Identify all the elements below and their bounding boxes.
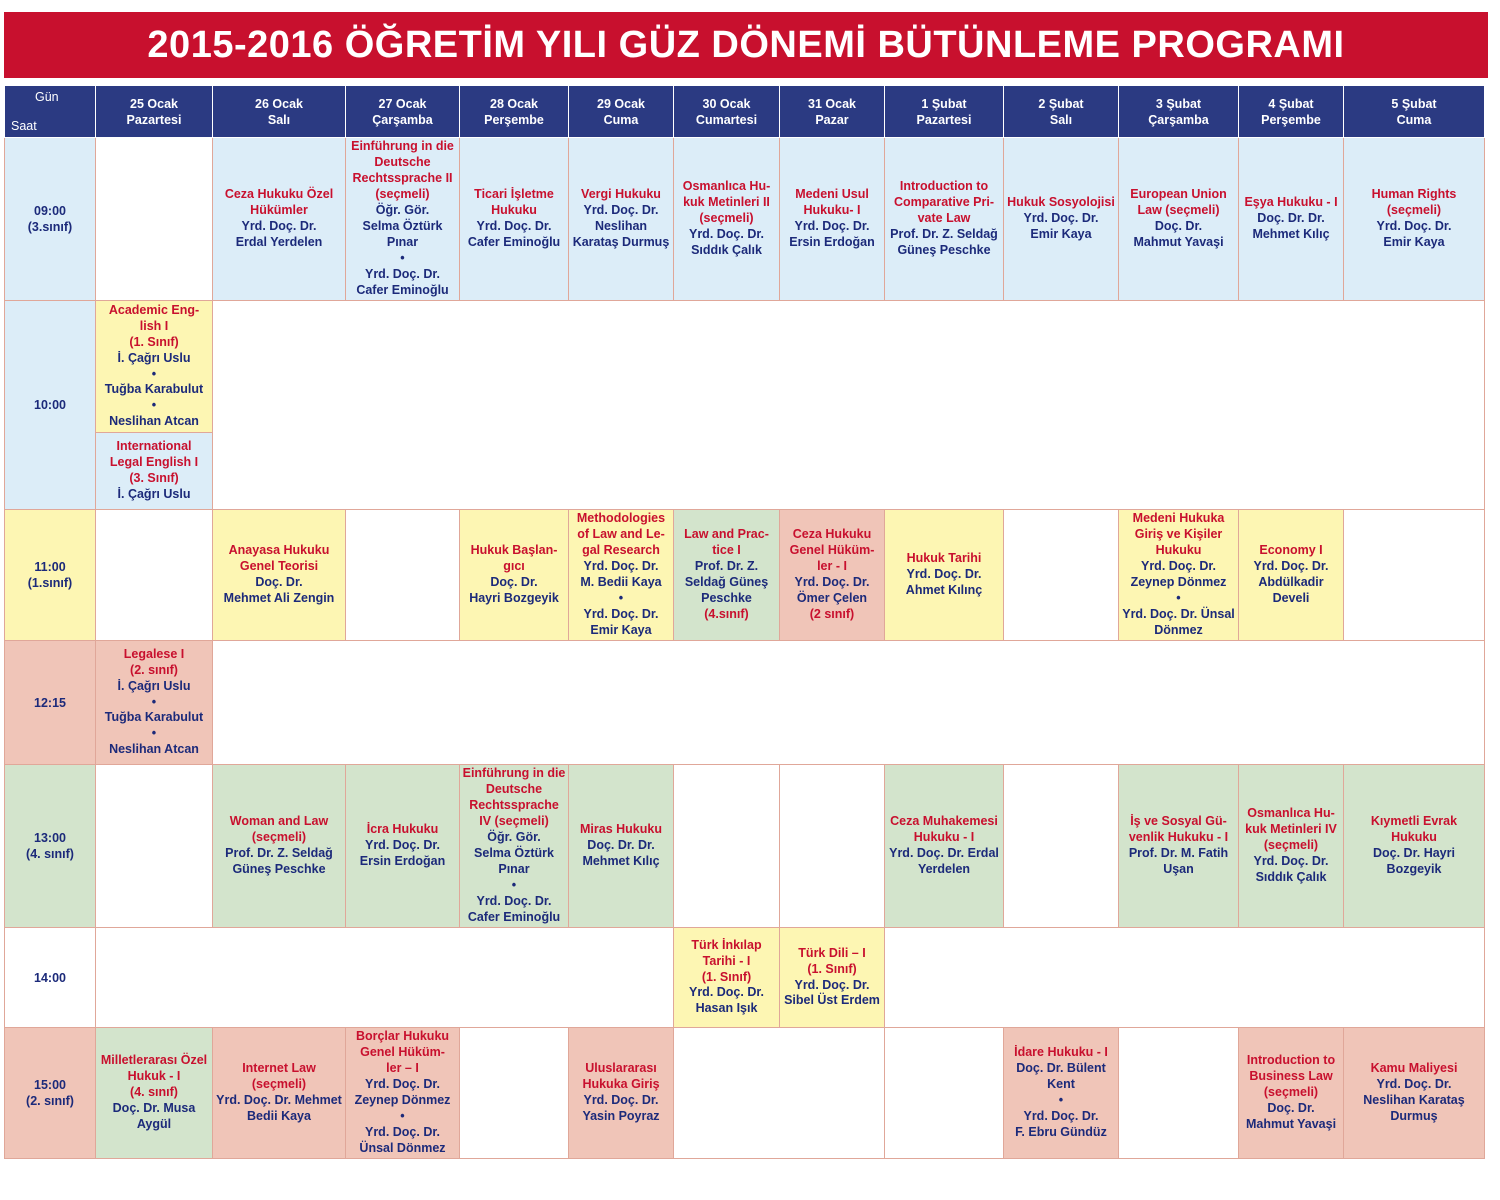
course-line: Hükümler — [250, 203, 308, 218]
course-line: venlik Hukuku - I — [1128, 830, 1229, 845]
instructor-line: • — [1058, 1093, 1064, 1107]
course-line: Türk İnkılap — [691, 937, 762, 952]
class-level-label: (4. sınıf) — [26, 847, 74, 861]
instructor-line: Yrd. Doç. Dr. — [364, 1124, 441, 1139]
exam-cell — [460, 765, 569, 928]
instructor-line: Yrd. Doç. Dr. — [364, 1077, 441, 1092]
exam-cell — [460, 138, 569, 301]
course-line: Anayasa Hukuku — [228, 543, 330, 558]
exam-cell — [1119, 138, 1239, 301]
course-line: Woman and Law — [229, 814, 329, 829]
exam-cell — [96, 433, 213, 510]
instructor-line: Prof. Dr. M. Fatih — [1128, 846, 1229, 860]
course-line: Legal English I — [109, 455, 199, 470]
exam-cell — [885, 510, 1004, 641]
instructor-line: Yrd. Doç. Dr. — [794, 977, 870, 992]
course-line: Introduction to — [899, 179, 989, 194]
instructor-line: • — [151, 726, 157, 741]
instructor-line: Doç. Dr. — [1267, 1100, 1315, 1115]
day-header: 30 Ocak Cumartesi — [674, 86, 780, 138]
time-label: 13:00 — [34, 831, 66, 845]
course-line: Medeni Usul — [795, 187, 869, 202]
course-line: lish I — [139, 318, 169, 333]
instructor-line: Selma Öztürk — [474, 846, 554, 860]
exam-cell — [213, 510, 346, 641]
instructor-line: Ersin Erdoğan — [359, 853, 446, 868]
instructor-line: Cafer Eminoğlu — [467, 234, 561, 249]
time-cell — [5, 765, 96, 928]
course-line: (seçmeli) — [251, 1077, 307, 1092]
course-line: Legalese I — [123, 646, 185, 661]
time-row — [5, 765, 1485, 928]
instructor-line: • — [151, 398, 157, 413]
time-label: 11:00 — [34, 560, 66, 574]
time-cell — [5, 301, 96, 510]
course-line: ler – I — [386, 1061, 419, 1076]
course-line: Economy I — [1259, 543, 1323, 558]
time-label: 15:00 — [34, 1078, 66, 1092]
instructor-line: Sıddık Çalık — [691, 242, 762, 257]
empty-cell — [885, 1028, 1004, 1159]
instructor-line: Dönmez — [1154, 622, 1203, 637]
course-line: Comparative Pri- — [893, 195, 995, 210]
class-level-label: (3.sınıf) — [27, 220, 73, 234]
instructor-line: Yasin Poyraz — [582, 1108, 660, 1123]
course-line: Introduction to — [1246, 1053, 1336, 1068]
instructor-line: Yrd. Doç. Dr. Erdal — [889, 846, 999, 860]
course-line: Vergi Hukuku — [581, 187, 661, 202]
exam-cell — [1239, 510, 1344, 641]
day-header: 29 Ocak Cuma — [569, 86, 674, 138]
instructor-line: • — [400, 1108, 405, 1123]
instructor-line: Ahmet Kılınç — [905, 582, 983, 597]
course-line: Ceza Hukuku — [792, 527, 872, 542]
day-header: 26 Ocak Salı — [213, 86, 346, 138]
course-line: Hukuku - I — [913, 830, 975, 845]
instructor-line: Sibel Üst Erdem — [784, 993, 880, 1008]
course-line: European Union — [1130, 187, 1227, 202]
instructor-line: Neslihan Atcan — [109, 414, 199, 429]
course-line: Rechtssprache — [469, 798, 559, 813]
exam-cell — [460, 510, 569, 641]
instructor-line: Neslihan — [594, 219, 648, 233]
day-header: 5 Şubat Cuma — [1344, 86, 1485, 138]
course-line: (4.sınıf) — [704, 606, 749, 621]
course-line: International — [116, 439, 192, 454]
exam-cell — [96, 301, 213, 433]
exam-cell — [1344, 1028, 1485, 1159]
time-label: 09:00 — [34, 204, 66, 218]
instructor-line: Karataş Durmuş — [572, 234, 670, 249]
instructor-line: Yrd. Doç. Dr. — [583, 559, 659, 574]
instructor-line: Öğr. Gör. — [487, 830, 541, 845]
corner-cell — [5, 86, 96, 138]
course-line: (2. sınıf) — [130, 662, 178, 677]
time-row — [5, 138, 1485, 301]
instructor-line: Yerdelen — [917, 861, 971, 876]
course-line: gıcı — [503, 559, 525, 574]
course-line: Borçlar Hukuku — [355, 1029, 450, 1044]
empty-cell — [780, 765, 885, 928]
time-label: 14:00 — [34, 970, 66, 985]
instructor-line: Doç. Dr. Hayri — [1373, 846, 1455, 860]
exam-cell — [1344, 138, 1485, 301]
empty-cell — [96, 510, 213, 641]
course-line: Genel Hüküm- — [360, 1045, 445, 1060]
instructor-line: Ersin Erdoğan — [789, 234, 875, 249]
instructor-line: Peschke — [701, 590, 752, 605]
time-cell — [5, 928, 96, 1028]
course-line: (seçmeli) — [375, 187, 430, 202]
instructor-line: Yrd. Doç. Dr. — [476, 893, 552, 908]
empty-cell — [674, 1028, 885, 1159]
course-line: kuk Metinleri II — [683, 195, 770, 210]
course-line: Türk Dili – I — [798, 945, 866, 960]
header-row — [5, 86, 1485, 138]
instructor-line: Yrd. Doç. Dr. — [1140, 559, 1217, 574]
instructor-line: Doç. Dr. Bülent — [1016, 1061, 1106, 1076]
course-line: tice I — [712, 543, 741, 558]
course-line: Ticari İşletme — [474, 187, 554, 202]
instructor-line: Mehmet Kılıç — [1252, 226, 1330, 241]
course-line: Tarihi - I — [702, 953, 751, 968]
course-line: (1. Sınıf) — [129, 334, 179, 349]
course-line: kuk Metinleri IV — [1245, 822, 1337, 837]
course-line: Hukuk Başlan- — [470, 543, 558, 558]
exam-cell — [674, 510, 780, 641]
empty-cell — [460, 1028, 569, 1159]
instructor-line: Zeynep Dönmez — [1130, 575, 1227, 589]
course-line: İdare Hukuku - I — [1014, 1045, 1108, 1060]
course-line: Genel Hüküm- — [789, 543, 875, 558]
instructor-line: Abdülkadir — [1258, 575, 1324, 589]
instructor-line: Yrd. Doç. Dr. — [241, 219, 317, 233]
instructor-line: Cafer Eminoğlu — [356, 282, 449, 297]
instructor-line: Hasan Işık — [695, 1001, 758, 1016]
exam-cell — [1239, 138, 1344, 301]
exam-cell — [569, 765, 674, 928]
page-title: 2015-2016 ÖĞRETİM YILI GÜZ DÖNEMİ BÜTÜNLEME PROGRAMI — [4, 12, 1488, 78]
exam-cell — [346, 765, 460, 928]
course-line: Kamu Maliyesi — [1370, 1061, 1458, 1076]
exam-cell — [569, 1028, 674, 1159]
instructor-line: Emir Kaya — [590, 622, 652, 637]
time-row — [5, 510, 1485, 641]
instructor-line: Yrd. Doç. Dr. Mehmet — [216, 1093, 342, 1107]
instructor-line: Cafer Eminoğlu — [467, 909, 561, 924]
exam-cell — [1119, 765, 1239, 928]
instructor-line: Yrd. Doç. Dr. — [1023, 211, 1099, 226]
instructor-line: Ömer Çelen — [796, 590, 868, 605]
instructor-line: Prof. Dr. Z. — [694, 559, 759, 574]
instructor-line: Mahmut Yavaşi — [1245, 1116, 1337, 1131]
instructor-line: Selma Öztürk — [362, 219, 443, 233]
empty-cell — [213, 641, 1485, 765]
exam-cell — [1119, 510, 1239, 641]
time-row — [5, 928, 1485, 1028]
instructor-line: Prof. Dr. Z. Seldağ — [225, 846, 333, 860]
day-header: 3 Şubat Çarşamba — [1119, 86, 1239, 138]
time-label: 12:15 — [34, 695, 66, 710]
instructor-line: Tuğba Karabulut — [104, 382, 204, 397]
course-line: Genel Teorisi — [239, 559, 319, 574]
class-level-label: (2. sınıf) — [26, 1094, 74, 1108]
instructor-line: Seldağ Güneş — [684, 575, 769, 589]
exam-cell — [1344, 765, 1485, 928]
course-line: (seçmeli) — [1263, 838, 1319, 853]
course-line: Einführung in die — [462, 766, 566, 781]
instructor-line: Doç. Dr. Dr. — [587, 838, 655, 853]
course-line: Giriş ve Kişiler — [1134, 527, 1223, 542]
exam-cell — [569, 510, 674, 641]
exam-cell — [1004, 1028, 1119, 1159]
instructor-line: Emir Kaya — [1030, 226, 1092, 241]
course-line: Osmanlıca Hu- — [682, 179, 771, 194]
instructor-line: Yrd. Doç. Dr. — [1253, 853, 1329, 868]
instructor-line: Yrd. Doç. Dr. — [583, 606, 659, 621]
course-line: Methodologies — [576, 511, 666, 526]
course-line: Hukuku — [1391, 830, 1437, 845]
instructor-line: İ. Çağrı Uslu — [117, 486, 191, 501]
instructor-line: Yrd. Doç. Dr. — [364, 266, 441, 281]
course-line: Human Rights — [1371, 187, 1457, 202]
empty-cell — [885, 928, 1485, 1028]
instructor-line: Bozgeyik — [1386, 861, 1442, 876]
course-line: Kıymetli Evrak — [1370, 814, 1458, 829]
instructor-line: Sıddık Çalık — [1255, 869, 1327, 884]
course-line: Academic Eng- — [108, 302, 200, 317]
instructor-line: • — [511, 877, 517, 892]
instructor-line: Güneş Peschke — [897, 242, 991, 257]
exam-cell — [885, 765, 1004, 928]
instructor-line: Durmuş — [1390, 1108, 1438, 1123]
instructor-line: Pınar — [498, 861, 530, 876]
course-line: Deutsche — [485, 782, 543, 797]
instructor-line: Zeynep Dönmez — [354, 1093, 451, 1107]
day-header: 25 Ocak Pazartesi — [96, 86, 213, 138]
exam-cell — [346, 138, 460, 301]
course-line: ler - I — [817, 559, 847, 574]
instructor-line: Öğr. Gör. — [375, 203, 430, 218]
course-line: Eşya Hukuku - I — [1244, 195, 1338, 210]
instructor-line: Uşan — [1163, 861, 1194, 876]
instructor-line: • — [1176, 590, 1181, 605]
course-line: Rechtssprache II — [352, 171, 453, 186]
exam-cell — [96, 641, 213, 765]
exam-cell — [213, 1028, 346, 1159]
exam-cell — [213, 138, 346, 301]
course-line: (2 sınıf) — [809, 606, 855, 621]
exam-cell — [780, 138, 885, 301]
exam-cell — [346, 1028, 460, 1159]
course-line: Medeni Hukuka — [1132, 511, 1225, 526]
instructor-line: Bedii Kaya — [247, 1108, 311, 1123]
course-line: Miras Hukuku — [580, 822, 662, 837]
instructor-line: Yrd. Doç. Dr. — [688, 226, 765, 241]
day-axis-label: Gün — [35, 90, 59, 104]
exam-cell — [885, 138, 1004, 301]
class-level-label: (1.sınıf) — [27, 576, 73, 590]
instructor-line: Yrd. Doç. Dr. — [1023, 1108, 1099, 1123]
instructor-line: Yrd. Doç. Dr. — [583, 1093, 659, 1107]
course-line: İş ve Sosyal Gü- — [1130, 814, 1227, 829]
course-line: Business Law — [1249, 1069, 1333, 1084]
instructor-line: Mehmet Kılıç — [582, 853, 660, 868]
course-line: Hukuku- I — [803, 203, 861, 218]
course-line: Osmanlıca Hu- — [1247, 806, 1335, 821]
instructor-line: Develi — [1272, 590, 1310, 605]
instructor-line: Yrd. Doç. Dr. — [476, 219, 552, 233]
course-line: (seçmeli) — [699, 211, 754, 226]
course-line: of Law and Le- — [577, 527, 665, 542]
instructor-line: Mahmut Yavaşi — [1133, 234, 1224, 249]
instructor-line: • — [151, 694, 157, 709]
course-line: (seçmeli) — [251, 830, 307, 845]
course-line: Einführung in die — [351, 139, 454, 154]
instructor-line: Yrd. Doç. Dr. — [794, 219, 870, 233]
exam-cell — [780, 510, 885, 641]
course-line: gal Research — [582, 543, 660, 558]
empty-cell — [674, 765, 780, 928]
instructor-line: Doç. Dr. Dr. — [1257, 211, 1325, 226]
instructor-line: Yrd. Doç. Dr. — [688, 985, 765, 1000]
time-axis-label: Saat — [11, 119, 37, 133]
course-line: Hukuku — [491, 203, 537, 218]
empty-cell — [346, 510, 460, 641]
instructor-line: Emir Kaya — [1383, 234, 1445, 249]
time-cell — [5, 510, 96, 641]
instructor-line: M. Bedii Kaya — [580, 575, 662, 589]
instructor-line: İ. Çağrı Uslu — [117, 678, 191, 693]
course-line: Ceza Hukuku Özel — [224, 187, 334, 202]
time-cell — [5, 138, 96, 301]
course-line: Hukuk - I — [127, 1069, 181, 1084]
course-line: Hukuk Sosyolojisi — [1007, 195, 1115, 210]
empty-cell — [96, 765, 213, 928]
course-line: (1. Sınıf) — [807, 961, 857, 976]
instructor-line: Neslihan Atcan — [109, 742, 199, 757]
instructor-line: Hayri Bozgeyik — [469, 590, 559, 605]
day-header: 4 Şubat Perşembe — [1239, 86, 1344, 138]
exam-schedule-table — [4, 85, 1485, 1159]
instructor-line: Yrd. Doç. Dr. — [583, 203, 659, 218]
course-line: Hukuka Giriş — [582, 1077, 660, 1092]
empty-cell — [1004, 510, 1119, 641]
time-cell — [5, 1028, 96, 1159]
time-cell — [5, 641, 96, 765]
course-line: (1. Sınıf) — [701, 969, 752, 984]
empty-cell — [1119, 1028, 1239, 1159]
course-line: Uluslararası — [585, 1061, 657, 1076]
instructor-line: • — [151, 366, 157, 381]
instructor-line: İ. Çağrı Uslu — [117, 350, 191, 365]
time-row — [5, 301, 1485, 433]
course-line: Law and Prac- — [684, 527, 769, 542]
exam-cell — [674, 138, 780, 301]
exam-cell — [1239, 765, 1344, 928]
instructor-line: Yrd. Doç. Dr. — [1376, 219, 1452, 233]
exam-cell — [569, 138, 674, 301]
instructor-line: Doç. Dr. — [1154, 219, 1203, 233]
exam-cell — [1004, 138, 1119, 301]
empty-cell — [1004, 765, 1119, 928]
day-header: 2 Şubat Salı — [1004, 86, 1119, 138]
instructor-line: Doç. Dr. Musa — [112, 1100, 196, 1115]
time-label: 10:00 — [34, 398, 66, 412]
course-line: IV (seçmeli) — [479, 814, 549, 829]
instructor-line: Tuğba Karabulut — [104, 710, 204, 725]
instructor-line: Güneş Peschke — [232, 861, 326, 876]
instructor-line: Yrd. Doç. Dr. — [794, 575, 870, 589]
instructor-line: Pınar — [386, 234, 419, 249]
instructor-line: Aygül — [136, 1116, 172, 1131]
exam-cell — [1239, 1028, 1344, 1159]
exam-cell — [674, 928, 780, 1028]
instructor-line: Yrd. Doç. Dr. — [364, 838, 441, 853]
instructor-line: F. Ebru Gündüz — [1015, 1124, 1107, 1139]
instructor-line: • — [400, 250, 405, 265]
instructor-line: Yrd. Doç. Dr. Ünsal — [1122, 606, 1235, 621]
instructor-line: Doç. Dr. — [255, 575, 303, 589]
empty-cell — [96, 138, 213, 301]
time-row — [5, 641, 1485, 765]
day-header: 28 Ocak Perşembe — [460, 86, 569, 138]
exam-cell — [96, 1028, 213, 1159]
instructor-line: Yrd. Doç. Dr. — [906, 567, 982, 582]
instructor-line: Neslihan Karataş — [1363, 1093, 1465, 1107]
day-header: 1 Şubat Pazartesi — [885, 86, 1004, 138]
course-line: Milletlerarası Özel — [100, 1053, 208, 1068]
exam-cell — [780, 928, 885, 1028]
exam-cell — [213, 765, 346, 928]
course-line: (seçmeli) — [1263, 1085, 1319, 1100]
course-line: Ceza Muhakemesi — [890, 814, 998, 829]
day-header: 27 Ocak Çarşamba — [346, 86, 460, 138]
instructor-line: Yrd. Doç. Dr. — [1253, 559, 1329, 574]
course-line: Deutsche — [374, 155, 431, 170]
course-line: (seçmeli) — [1386, 203, 1442, 218]
instructor-line: Kent — [1047, 1077, 1075, 1092]
instructor-line: Doç. Dr. — [490, 575, 538, 589]
course-line: Law (seçmeli) — [1137, 203, 1220, 218]
instructor-line: Erdal Yerdelen — [235, 234, 323, 249]
day-header: 31 Ocak Pazar — [780, 86, 885, 138]
course-line: Hukuku — [1155, 543, 1202, 558]
course-line: İcra Hukuku — [366, 822, 439, 837]
course-line: vate Law — [917, 211, 971, 226]
course-line: (3. Sınıf) — [129, 471, 179, 485]
course-line: Internet Law — [242, 1061, 316, 1076]
instructor-line: Mehmet Ali Zengin — [223, 590, 335, 605]
instructor-line: Prof. Dr. Z. Seldağ — [890, 226, 998, 241]
instructor-line: Ünsal Dönmez — [359, 1140, 446, 1155]
empty-cell — [213, 301, 1485, 510]
course-line: Hukuk Tarihi — [906, 551, 982, 566]
instructor-line: • — [618, 590, 624, 605]
empty-cell — [1344, 510, 1485, 641]
instructor-line: Yrd. Doç. Dr. — [1376, 1077, 1452, 1092]
course-line: (4. sınıf) — [130, 1085, 178, 1100]
time-row — [5, 1028, 1485, 1159]
empty-cell — [96, 928, 674, 1028]
